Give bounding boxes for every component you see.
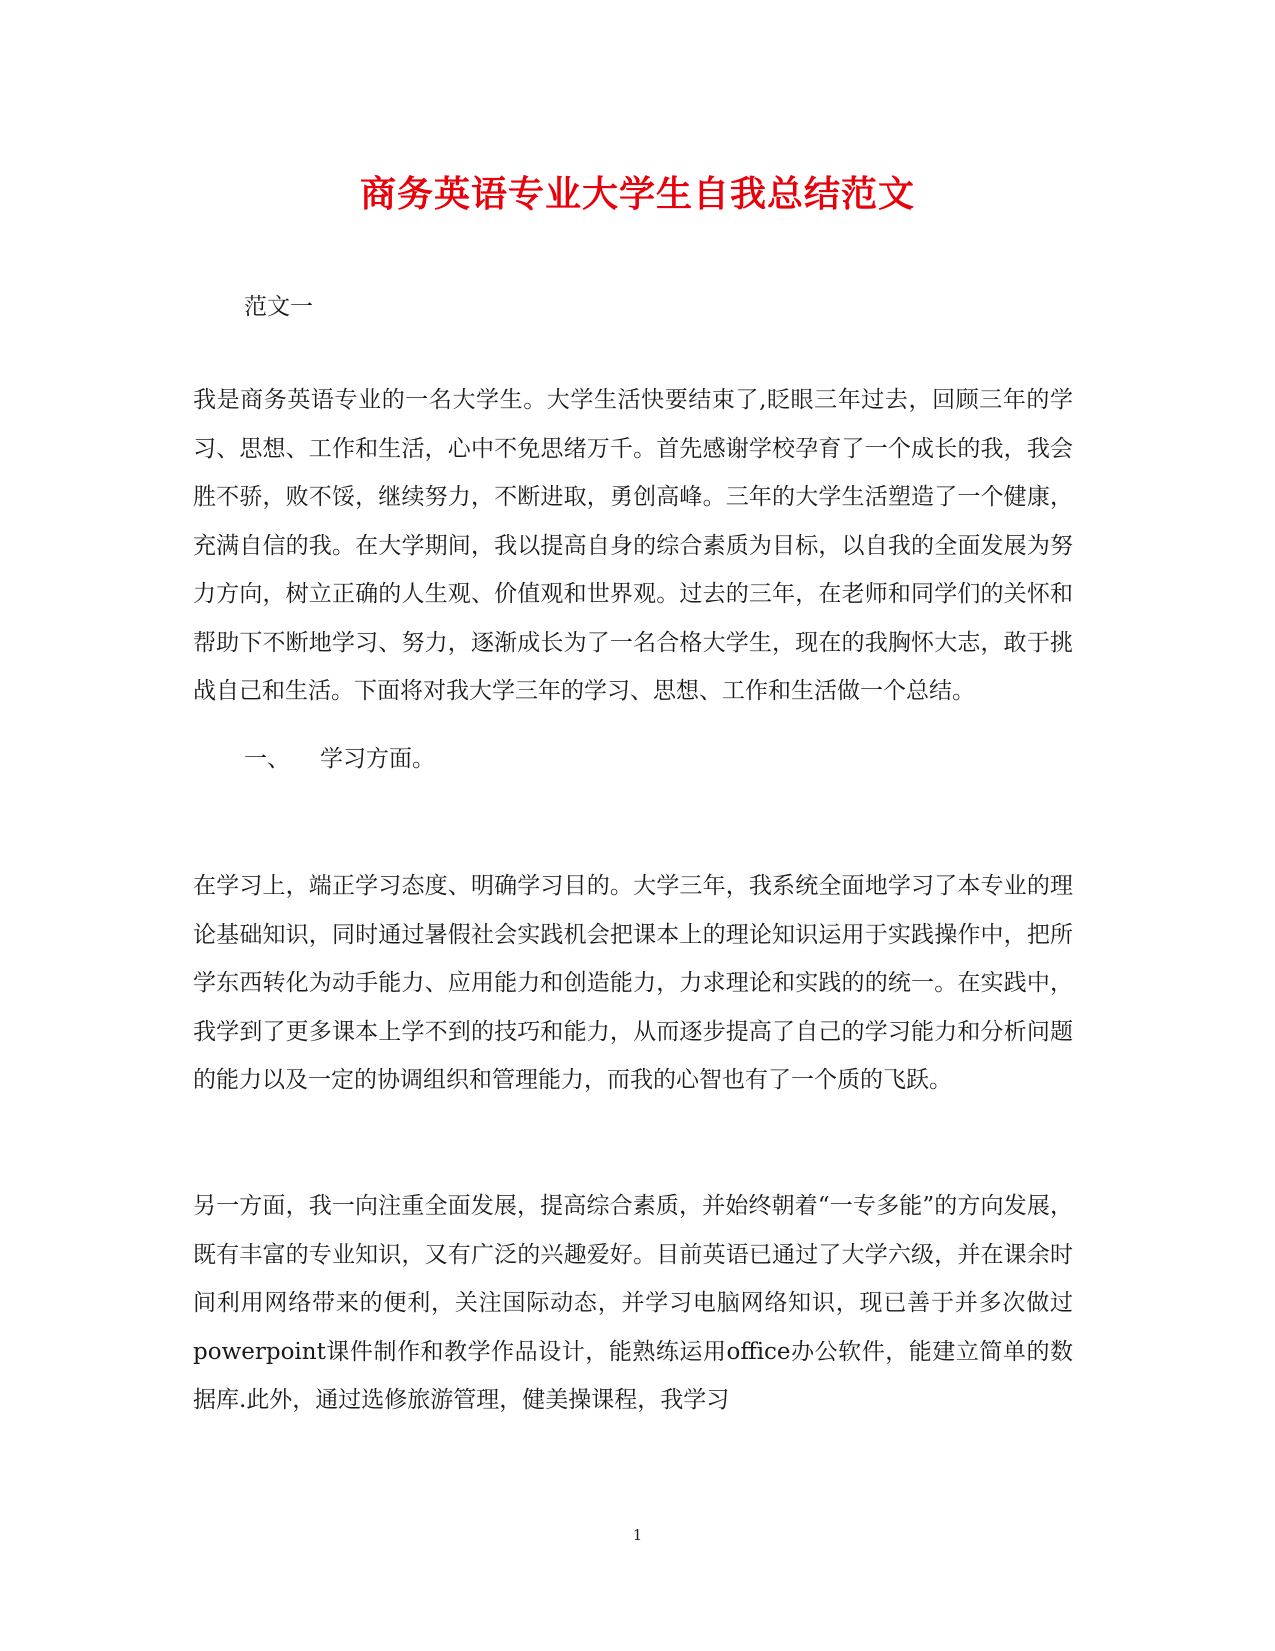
heading-text: 学习方面。 [320, 746, 435, 772]
document-title: 商务英语专业大学生自我总结范文 [359, 173, 915, 215]
paragraph-intro: 我是商务英语专业的一名大学生。大学生活快要结束了,眨眼三年过去，回顾三年的学习、思想、工作和生活，心中不免思绪万千。首先感谢学校孕育了一个成长的我，我会胜不骄，败不馁，继续努力，不断进取，勇创高峰。三年的大学生活塑造了一个健康，充满自信的我。在大学期间，我以提高自身的综合素质为目标，以自我的全面发展为努力方向，树立正确的人生观、价值观和世界观。过去的三年，在老师和同学们的关怀和帮助下不断地学习、努力，逐渐成长为了一名合格大学生，现在的我胸怀大志，敢于挑战自己和生活。下面将对我大学三年的学习、思想、工作和生活做一个总结。 [193, 387, 1073, 704]
section-label: 范文一 [244, 294, 313, 320]
paragraph-development: 另一方面，我一向注重全面发展，提高综合素质，并始终朝着“一专多能”的方向发展，既有丰富的专业知识，又有广泛的兴趣爱好。目前英语已通过了大学六级，并在课余时间利用网络带来的便利，关注国际动态，并学习电脑网络知识，现已善于并多次做过powerpoint课件制作和教学作品设计，能熟练运用office办公软件，能建立简单的数据库.此外，通过选修旅游管理，健美操课程，我学习 [193, 1193, 1073, 1413]
page-number: 1 [632, 1526, 643, 1544]
paragraph-study: 在学习上，端正学习态度、明确学习目的。大学三年，我系统全面地学习了本专业的理论基础知识，同时通过暑假社会实践机会把课本上的理论知识运用于实践操作中，把所学东西转化为动手能力、应用能力和创造能力，力求理论和实践的的统一。在实践中，我学到了更多课本上学不到的技巧和能力，从而逐步提高了自己的学习能力和分析问题的能力以及一定的协调组织和管理能力，而我的心智也有了一个质的飞跃。 [193, 873, 1073, 1093]
heading-study [244, 740, 435, 773]
heading-number: 一、 [244, 746, 290, 772]
